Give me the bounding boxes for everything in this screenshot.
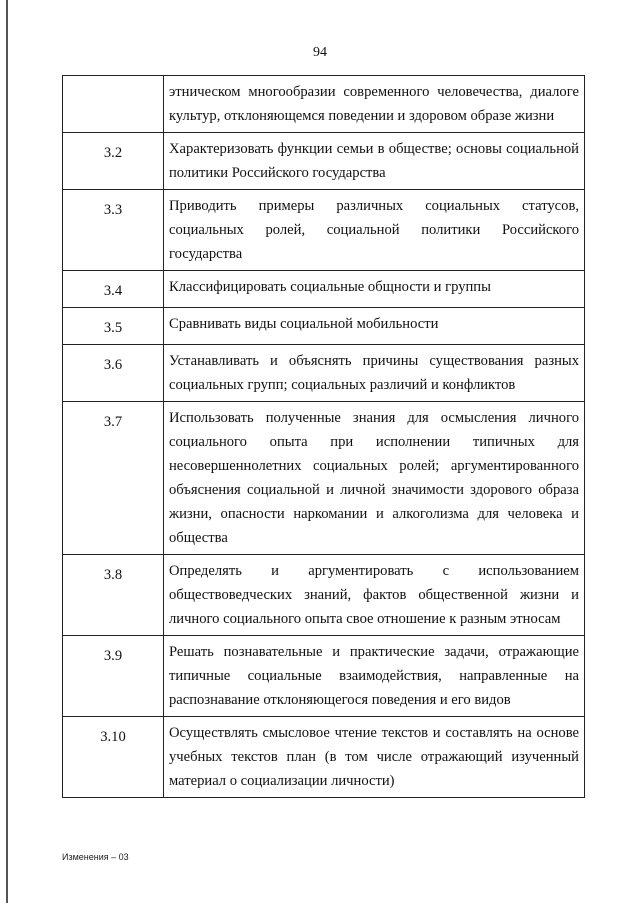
table-row xyxy=(63,190,585,271)
row-text: Определять и аргументировать с использованием обществоведческих знаний, фактов общественной жизни и личного социального опыта свое отношение к разным этносам xyxy=(164,555,585,636)
row-text: Решать познавательные и практические задачи, отражающие типичные социальные взаимодействия, направленные на распознавание отклоняющегося поведения и его видов xyxy=(164,636,585,717)
table-row xyxy=(63,717,585,798)
row-number: 3.7 xyxy=(63,402,164,555)
row-number: 3.9 xyxy=(63,636,164,717)
table-row xyxy=(63,402,585,555)
table-row xyxy=(63,345,585,402)
row-number: 3.8 xyxy=(63,555,164,636)
page-number: 94 xyxy=(313,45,327,60)
requirements-table xyxy=(62,75,585,798)
row-text: Характеризовать функции семьи в обществе; основы социальной политики Российского государства xyxy=(164,133,585,190)
row-text: Сравнивать виды социальной мобильности xyxy=(164,308,585,345)
table-row xyxy=(63,133,585,190)
row-number: 3.10 xyxy=(63,717,164,798)
table-row xyxy=(63,271,585,308)
row-number: 3.4 xyxy=(63,271,164,308)
table-row xyxy=(63,76,585,133)
table-row xyxy=(63,555,585,636)
row-number: 3.5 xyxy=(63,308,164,345)
row-number: 3.6 xyxy=(63,345,164,402)
row-number xyxy=(63,76,164,133)
row-text: Приводить примеры различных социальных статусов, социальных ролей, социальной политики Российского государства xyxy=(164,190,585,271)
row-text: Использовать полученные знания для осмысления личного социального опыта при исполнении типичных для несовершеннолетних социальных ролей; аргументированного объяснения социальной и личной значимости здорового образа жизни, опасности наркомании и алкоголизма для человека и общества xyxy=(164,402,585,555)
row-text: Осуществлять смысловое чтение текстов и составлять на основе учебных текстов план (в том числе отражающий изученный материал о социализации личности) xyxy=(164,717,585,798)
footer-revision-note: Изменения – 03 xyxy=(62,852,129,862)
table-row xyxy=(63,308,585,345)
row-text: Классифицировать социальные общности и группы xyxy=(164,271,585,308)
row-number: 3.2 xyxy=(63,133,164,190)
table-row xyxy=(63,636,585,717)
row-text: этническом многообразии современного человечества, диалоге культур, отклоняющемся поведении и здоровом образе жизни xyxy=(164,76,585,133)
row-text: Устанавливать и объяснять причины существования разных социальных групп; социальных различий и конфликтов xyxy=(164,345,585,402)
row-number: 3.3 xyxy=(63,190,164,271)
scan-edge-line xyxy=(6,0,8,903)
